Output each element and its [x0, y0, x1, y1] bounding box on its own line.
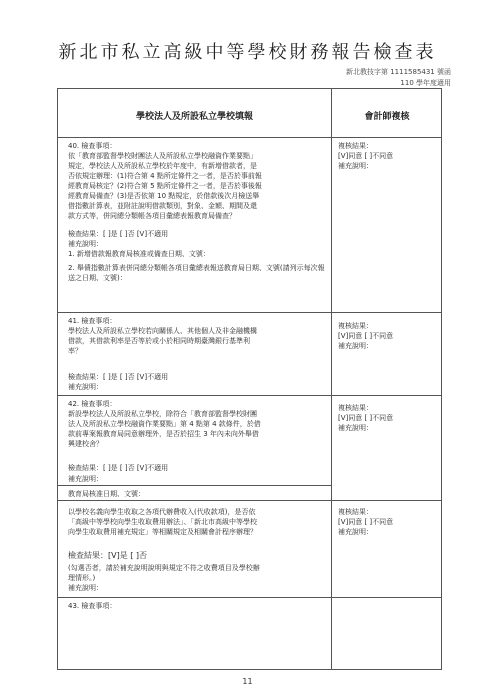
item-40-line: 經教育局備查？(3)是否依第 10 點規定，於借款後次月檢送舉	[68, 192, 260, 200]
item-41-review-note: 補充說明：	[338, 342, 373, 350]
column-header-accountant: 會計師複核	[364, 112, 410, 122]
academic-year-note: 110 學年度適用	[400, 79, 451, 87]
item-41-note-label: 補充說明：	[68, 383, 103, 391]
item-41-review-label: 複核結果：	[338, 322, 373, 330]
item-42b-result: 檢查結果：[V]是 [ ]否	[68, 551, 148, 560]
item-42-review-label: 複核結果：	[338, 404, 373, 412]
item-41-line: 率？	[68, 347, 82, 355]
item-40-line: 40. 檢查事項：	[68, 142, 117, 150]
item-42b-line: 以學校名義向學生收取之各項代辦費收入(代收款項)，是否依	[68, 508, 256, 516]
item-40-result: 檢查結果：[ ]是 [ ]否 [V]不適用	[68, 230, 169, 238]
item-42b-review-label: 複核結果：	[338, 508, 373, 516]
item-42b-line: 向學生收取費用補充規定」等相關規定及相關會計程序辦理？	[68, 528, 257, 536]
item-42-line: 興建校舍？	[68, 440, 103, 448]
item-40-line: 款方式等，併同總分類帳各項目彙總表報教育局備查？	[68, 212, 236, 220]
column-header-school: 學校法人及所設私立學校填報	[135, 112, 253, 122]
item-40-review-label: 複核結果：	[338, 142, 373, 150]
item-41-review-result: [V]同意 [ ]不同意	[338, 332, 394, 340]
item-40-review-note: 補充說明：	[338, 162, 373, 170]
checklist-table	[57, 88, 442, 670]
item-42-line: 新設學校法人及所設私立學校，除符合「教育部監督學校財團	[68, 410, 257, 418]
item-41-line: 41. 檢查事項：	[68, 317, 117, 325]
page-number: 11	[242, 677, 253, 686]
item-40-line: 經教育局核定？(2)符合第 5 點所定條件之一者，是否於事後報	[68, 182, 262, 190]
item-42b-note-label: 補充說明：	[68, 584, 103, 592]
item-40-review-result: [V]同意 [ ]不同意	[338, 152, 394, 160]
item-42-review-note: 補充說明：	[338, 424, 373, 432]
item-40-note: 1. 新增借款報教育局核准或備查日期、文號：	[68, 250, 210, 258]
item-40-line: 依「教育部監督學校財團法人及所設私立學校融資作業要點」	[68, 152, 257, 160]
row-divider	[58, 395, 441, 396]
item-42-note-label: 補充說明：	[68, 475, 103, 483]
item-42b-review-result: [V]同意 [ ]不同意	[338, 518, 394, 526]
document-title: 新北市私立高級中等學校財務報告檢查表	[58, 42, 437, 63]
item-40-line: 借指數計算表，並附註說明借款類別，對象、金額、期間及還	[68, 202, 257, 210]
row-divider	[58, 312, 441, 313]
column-divider	[331, 89, 332, 669]
item-42b-review-note: 補充說明：	[338, 528, 373, 536]
item-42-line: 法人及所設私立學校融資作業要點」第 4 點第 4 款條件，於借	[68, 420, 261, 428]
item-42b-instruction: 理情形。)	[68, 574, 96, 582]
sub-row-divider	[58, 485, 331, 486]
item-42-line: 款前專案報教育局同意辦理外，是否於招生 3 年內未向外舉借	[68, 430, 259, 438]
item-40-note-label: 補充說明：	[68, 240, 103, 248]
item-43-line: 43. 檢查事項：	[68, 602, 117, 610]
item-42b-line: 「高級中等學校向學生收取費用辦法」、「新北市高級中等學校	[68, 518, 257, 526]
row-divider	[58, 500, 441, 501]
item-40-line: 否依規定辦理：(1)符合第 4 點所定條件之一者，是否於事前報	[68, 172, 262, 180]
item-42b-instruction: (勾選否者，請於補充說明說明與規定不符之收費項目及學校辦	[68, 564, 260, 572]
item-42-approval-date: 教育局核准日期、文號：	[68, 490, 145, 498]
item-41-line: 學校法人及所設私立學校若向關係人、其他個人及非金融機構	[68, 327, 257, 335]
item-42-review-result: [V]同意 [ ]不同意	[338, 414, 394, 422]
row-divider	[58, 597, 441, 598]
item-40-note: 2. 舉債指數計算表併同總分類帳各項目彙總表報送教育局日期、文號(請列示每次報送之日期、文號)：	[68, 264, 325, 282]
item-41-line: 借款，其借款利率是否等於或小於相同時期臺灣銀行基準利	[68, 337, 250, 345]
item-42-result: 檢查結果：[ ]是 [ ]否 [V]不適用	[68, 464, 169, 472]
item-41-result: 檢查結果：[ ]是 [ ]否 [V]不適用	[68, 373, 169, 381]
item-42-line: 42. 檢查事項：	[68, 400, 117, 408]
header-divider	[58, 137, 441, 138]
item-40-line: 規定，學校法人及所設私立學校於年度中，有新增借款者，是	[68, 162, 257, 170]
approval-reference: 新北教技字第 1111585431 號函	[346, 68, 451, 76]
